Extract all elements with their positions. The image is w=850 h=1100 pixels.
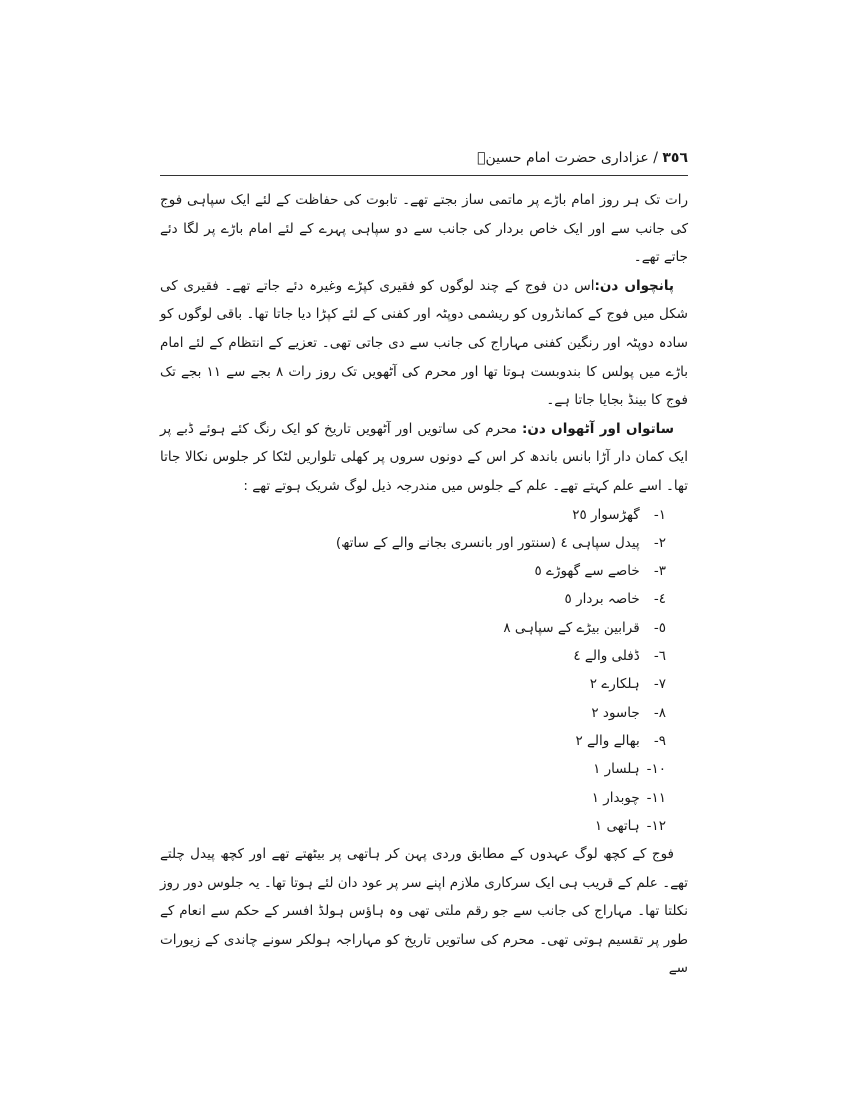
paragraph [160, 415, 688, 501]
list-number: ١١- [646, 789, 666, 806]
list-text: ہلکارے ٢ [589, 676, 640, 693]
list-item [160, 501, 666, 529]
running-header [160, 141, 688, 175]
list-text: بھالے والے ٢ [575, 732, 640, 749]
header-separator: / [653, 150, 658, 166]
list-text: ہلسار ١ [593, 761, 640, 778]
list-number: ٣- [653, 563, 666, 580]
list-item [160, 699, 666, 727]
list-number: ٨- [653, 704, 666, 721]
header-rule [160, 175, 688, 176]
list-text: قرابین بیڑے کے سپاہی ٨ [503, 619, 640, 636]
list-text: خاصہ بردار ٥ [564, 591, 640, 608]
list-text: پیدل سپاہی ٤ (سنتور اور بانسری بجانے والے کے ساتھ) [335, 534, 640, 551]
paragraph: رات تک ہر روز امام باڑے پر ماتمی ساز بجتے تھے۔ تابوت کی حفاظت کے لئے ایک سپاہی فوج کی جانب سے اور ایک خاص بردار کی جانب سے دو سپاہی پہرے کے لئے امام باڑے پر لگا دئے جاتے تھے۔ [160, 192, 688, 266]
paragraph-text: محرم کی ساتویں اور آٹھویں تاریخ کو ایک رنگ کئے ہوئے ڈبے پر ایک کمان دار آڑا بانس باندھ کر اس کے دونوں سروں پر کھلی تلواریں لٹکا کر جلوس نکالا جاتا تھا۔ اسے علم کہتے تھے۔ علم کے جلوس میں مندرجہ ذیل لوگ شریک ہوتے تھے : [160, 420, 688, 494]
list-item [160, 812, 666, 840]
list-number: ٦- [653, 648, 666, 665]
list-text: خاصے سے گھوڑے ٥ [534, 563, 640, 580]
list-number: ٧- [653, 676, 666, 693]
list-number: ١- [653, 506, 666, 523]
paragraph [160, 272, 688, 415]
list-item [160, 755, 666, 783]
list-text: چوبدار ١ [591, 789, 640, 806]
list-number: ٥- [653, 619, 666, 636]
list-number: ٩- [653, 732, 666, 749]
list-text: جاسود ٢ [591, 704, 640, 721]
body-text [160, 186, 688, 983]
list-text: ڈفلی والے ٤ [573, 648, 640, 665]
list-number: ١٢- [646, 817, 666, 834]
page-number: ٣٥٦ [662, 150, 688, 166]
list-item [160, 670, 666, 698]
list-item [160, 642, 666, 670]
list-text: ہاتھی ١ [594, 817, 640, 834]
list-item [160, 585, 666, 613]
list-number: ١٠- [646, 761, 666, 778]
section-heading: پانچواں دن: [594, 277, 674, 294]
list-item [160, 529, 666, 557]
list-number: ٢- [653, 534, 666, 551]
section-heading: ساتواں اور آٹھواں دن: [521, 420, 674, 437]
paragraph: فوج کے کچھ لوگ عہدوں کے مطابق وردی پہن کر ہاتھی پر بیٹھتے تھے اور کچھ پیدل چلتے تھے۔ علم کے قریب ہی ایک سرکاری ملازم اپنے سر پر عود دان لئے ہوتا تھا۔ یہ جلوس دور روز نکلتا تھا۔ مہاراج کی جانب سے جو رقم ملتی تھی وہ ہاؤس ہولڈ افسر کے حکم سے انعام کے طور پر تقسیم ہوتی تھی۔ محرم کی ساتویں تاریخ کو مہاراجہ ہولکر سونے چاندی کے زیورات سے [160, 846, 688, 977]
list-item [160, 614, 666, 642]
procession-list [160, 501, 688, 841]
list-item [160, 784, 666, 812]
paragraph-text: اس دن فوج کے چند لوگوں کو فقیری کپڑے وغیرہ دئے جاتے تھے۔ فقیری کی شکل میں فوج کے کمانڈروں کو ریشمی دوپٹہ اور کفنی کے لئے کپڑا دیا جاتا تھا۔ باقی لوگوں کو سادہ دوپٹہ اور رنگین کفنی مہاراج کی جانب سے دی جاتی تھی۔ تعزیے کے انتظام کے لئے امام باڑے میں پولس کا بندوبست ہوتا تھا اور محرم کی آٹھویں تک روز رات ٨ بجے سے ١١ بجے تک فوج کا بینڈ بجایا جاتا ہے۔ [160, 277, 689, 409]
book-title: عزاداری حضرت امام حسینؑ [477, 150, 649, 166]
list-item [160, 557, 666, 585]
list-text: گھڑسوار ٢٥ [572, 506, 640, 523]
list-number: ٤- [653, 591, 666, 608]
list-item [160, 727, 666, 755]
